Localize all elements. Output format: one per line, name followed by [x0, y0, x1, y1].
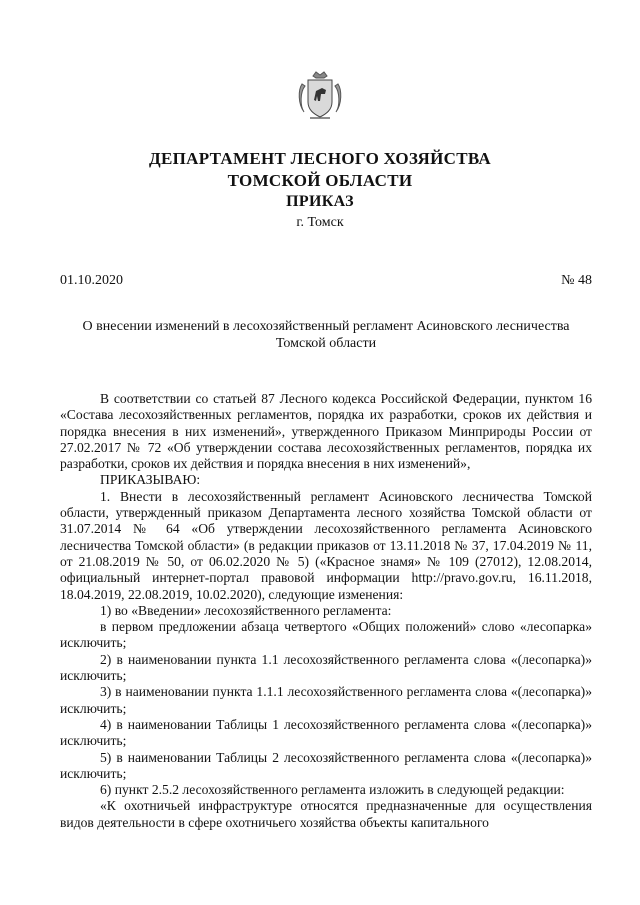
department-name-line1: ДЕПАРТАМЕНТ ЛЕСНОГО ХОЗЯЙСТВА — [148, 149, 491, 168]
document-type: ПРИКАЗ — [286, 193, 354, 210]
document-body — [60, 391, 592, 831]
document-number: № 48 — [561, 273, 592, 288]
coat-of-arms-icon — [296, 70, 344, 122]
paragraph: в первом предложении абзаца четвертого «Общих положений» слово «лесопарка» исключить; — [60, 619, 592, 651]
department-name-line2: ТОМСКОЙ ОБЛАСТИ — [227, 171, 413, 190]
paragraph: 6) пункт 2.5.2 лесохозяйственного регламента изложить в следующей редакции: — [100, 782, 565, 798]
city: г. Томск — [296, 215, 344, 230]
subject-line1: О внесении изменений в лесохозяйственный регламент Асиновского лесничества — [82, 319, 570, 334]
paragraph: ПРИКАЗЫВАЮ: — [100, 472, 201, 488]
document-date: 01.10.2020 — [60, 273, 123, 288]
paragraph: 1. Внести в лесохозяйственный регламент Асиновского лесничества Томской области, утвержденный приказом Департамента лесного хозяйства Томской области от 31.07.2014 № 64 «Об утверждении лесохозяйственного регламента Асиновского лесничества Томской области» (в редакции приказов от 13.11.2018 № 37, 17.04.2019 № 11, от 21.08.2019 № 50, от 06.02.2020 № 5) («Красное знамя» № 109 (27012), 12.08.2014, официальный интернет-портал правовой информации http://pravo.gov.ru, 16.11.2018, 18.04.2019, 22.08.2019, 10.02.2020), следующие изменения: — [60, 488, 592, 602]
paragraph: 4) в наименовании Таблицы 1 лесохозяйственного регламента слова «(лесопарка)» исключить; — [60, 716, 592, 749]
paragraph: 5) в наименовании Таблицы 2 лесохозяйственного регламента слова «(лесопарка)» исключить; — [60, 749, 592, 781]
paragraph: В соответствии со статьей 87 Лесного кодекса Российской Федерации, пунктом 16 «Состава лесохозяйственных регламентов, порядка их разработки, сроков их действия и порядка внесения в них изменений», утвержденного Приказом Минприроды России от 27.02.2017 № 72 «Об утверждении состава лесохозяйственных регламентов, порядка их разработки, сроков их действия и порядка внесения в них изменений», — [60, 391, 592, 472]
paragraph: «К охотничьей инфраструктуре относятся предназначенные для осуществления видов деятельности в сфере охотничьего хозяйства объекты капитального — [60, 798, 592, 830]
document-subject — [60, 318, 592, 352]
paragraph: 2) в наименовании пункта 1.1 лесохозяйственного регламента слова «(лесопарка)» исключить; — [60, 651, 592, 684]
paragraph: 1) во «Введении» лесохозяйственного регламента: — [100, 602, 392, 618]
subject-line2: Томской области — [275, 336, 377, 351]
paragraph: 3) в наименовании пункта 1.1.1 лесохозяйственного регламента слова «(лесопарка)» исключить; — [60, 684, 592, 716]
